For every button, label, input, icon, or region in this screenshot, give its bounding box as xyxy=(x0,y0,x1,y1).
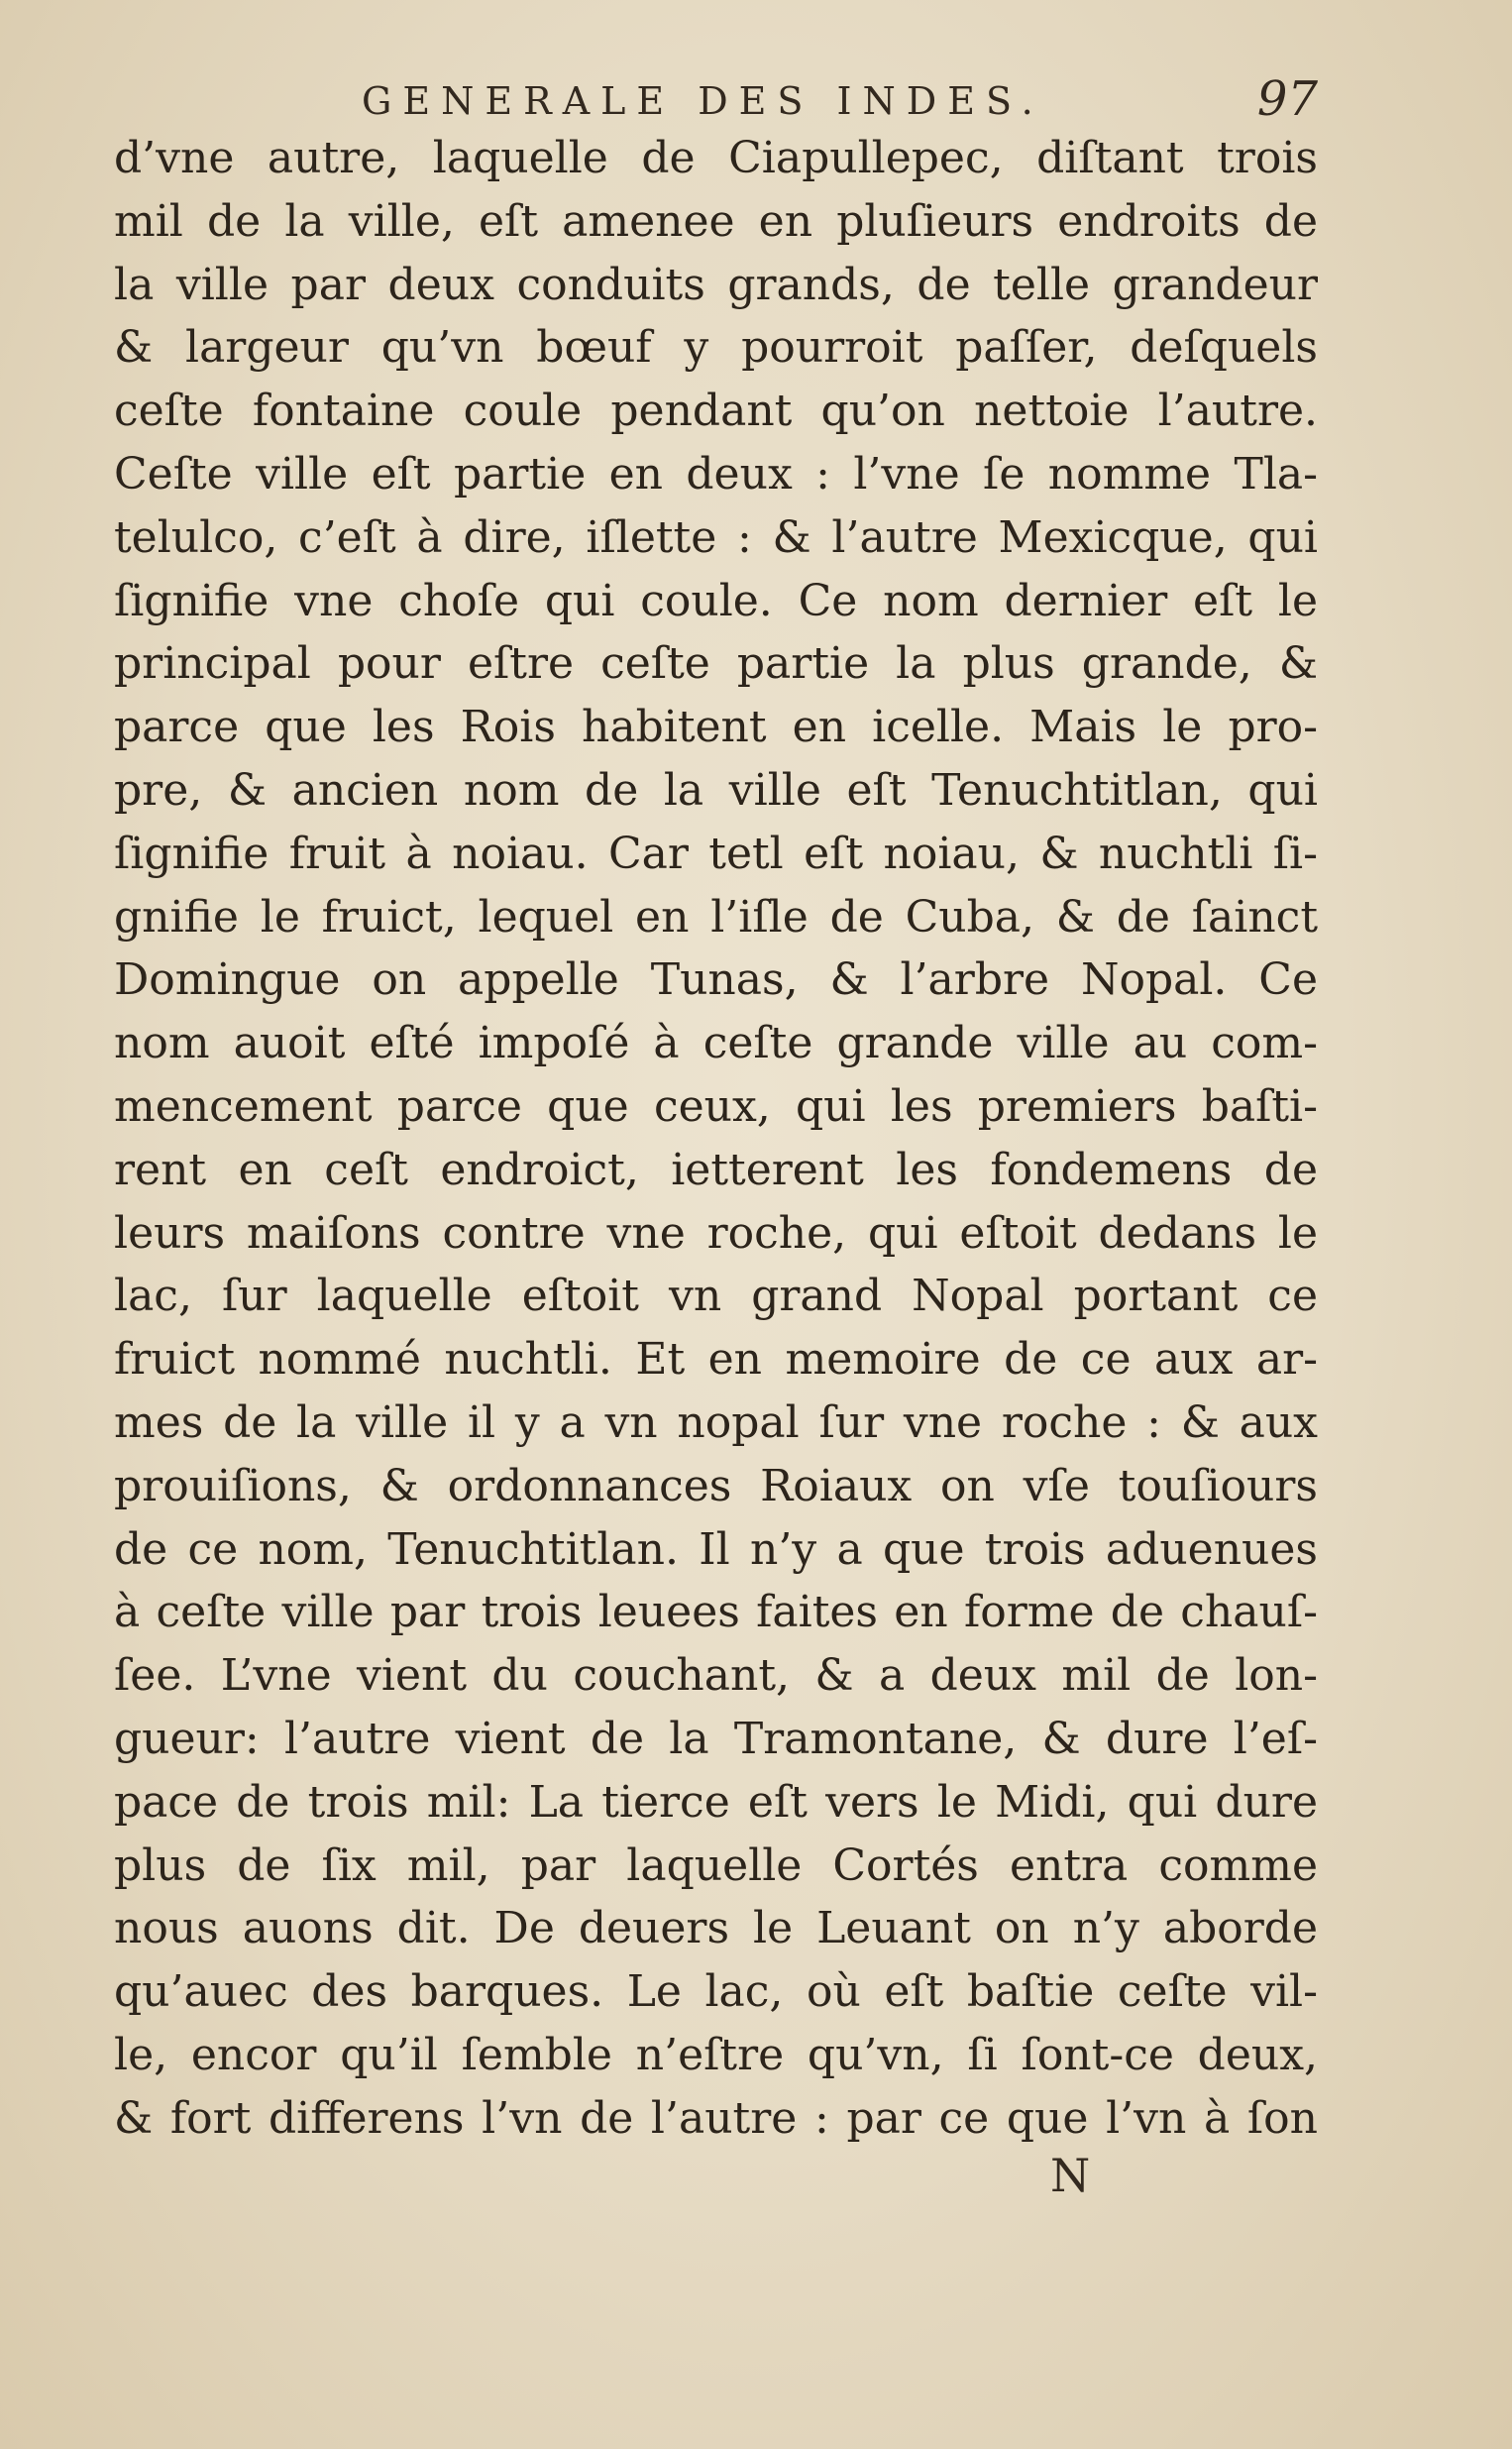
body-text xyxy=(114,127,1318,2151)
text-line: pace de trois mil: La tierce eſt vers le Midi, qui dure xyxy=(114,1776,1318,1828)
text-line: gnifie le fruict, lequel en l’iſle de Cuba, & de ſainct xyxy=(114,891,1318,943)
running-head: GENERALE DES INDES. xyxy=(362,79,1044,123)
text-line: pre, & ancien nom de la ville eſt Tenuchtitlan, qui xyxy=(114,764,1318,816)
text-line: ceſte fontaine coule pendant qu’on nettoie l’autre. xyxy=(114,386,1318,437)
signature-mark: N xyxy=(1050,2149,1091,2202)
text-line: ſignifie vne choſe qui coule. Ce nom dernier eſt le xyxy=(114,575,1318,626)
text-line: Domingue on appelle Tunas, & l’arbre Nopal. Ce xyxy=(114,954,1318,1006)
text-line: nous auons dit. De deuers le Leuant on n’y aborde xyxy=(114,1903,1318,1954)
text-line: la ville par deux conduits grands, de telle grandeur xyxy=(114,259,1318,310)
text-line: fruict nommé nuchtli. Et en memoire de ce aux ar- xyxy=(114,1334,1318,1386)
text-line: prouiſions, & ordonnances Roiaux on vſe touſiours xyxy=(114,1460,1318,1511)
text-line: principal pour eſtre ceſte partie la plus grande, & xyxy=(114,638,1318,690)
text-line: telulco, c’eſt à dire, iſlette : & l’autre Mexicque, qui xyxy=(114,511,1318,563)
text-line: ſignifie fruit à noiau. Car tetl eſt noiau, & nuchtli ſi- xyxy=(114,828,1318,879)
text-line: mencement parce que ceux, qui les premiers baſti- xyxy=(114,1080,1318,1132)
text-line: gueur: l’autre vient de la Tramontane, & dure l’eſ- xyxy=(114,1713,1318,1764)
text-line: & fort differens l’vn de l’autre : par ce que l’vn à ſon xyxy=(114,2092,1318,2144)
text-line: ſee. L’vne vient du couchant, & a deux mil de lon- xyxy=(114,1650,1318,1702)
text-line: mes de la ville il y a vn nopal ſur vne roche : & aux xyxy=(114,1396,1318,1448)
text-line: à ceſte ville par trois leuees faites en forme de chauſ- xyxy=(114,1587,1318,1638)
text-line: & largeur qu’vn bœuf y pourroit paſſer, deſquels xyxy=(114,322,1318,374)
text-line: plus de ſix mil, par laquelle Cortés entra comme xyxy=(114,1839,1318,1891)
text-line: mil de la ville, eſt amenee en pluſieurs endroits de xyxy=(114,195,1318,247)
text-line: d’vne autre, laquelle de Ciapullepec, diſtant trois xyxy=(114,133,1318,183)
text-line: de ce nom, Tenuchtitlan. Il n’y a que trois aduenues xyxy=(114,1523,1318,1575)
page-number: 97 xyxy=(1256,71,1318,127)
text-line: rent en ceſt endroict, ietterent les fondemens de xyxy=(114,1144,1318,1195)
text-line: Ceſte ville eſt partie en deux : l’vne ſe nomme Tla- xyxy=(114,448,1318,500)
text-line: parce que les Rois habitent en icelle. Mais le pro- xyxy=(114,702,1318,753)
text-line: nom auoit eſté impoſé à ceſte grande ville au com- xyxy=(114,1018,1318,1069)
text-line: qu’auec des barques. Le lac, où eſt baſtie ceſte vil- xyxy=(114,1966,1318,2018)
text-line: lac, ſur laquelle eſtoit vn grand Nopal portant ce xyxy=(114,1271,1318,1322)
text-line: le, encor qu’il ſemble n’eſtre qu’vn, ſi ſont-ce deux, xyxy=(114,2029,1318,2080)
text-line: leurs maiſons contre vne roche, qui eſtoit dedans le xyxy=(114,1207,1318,1259)
